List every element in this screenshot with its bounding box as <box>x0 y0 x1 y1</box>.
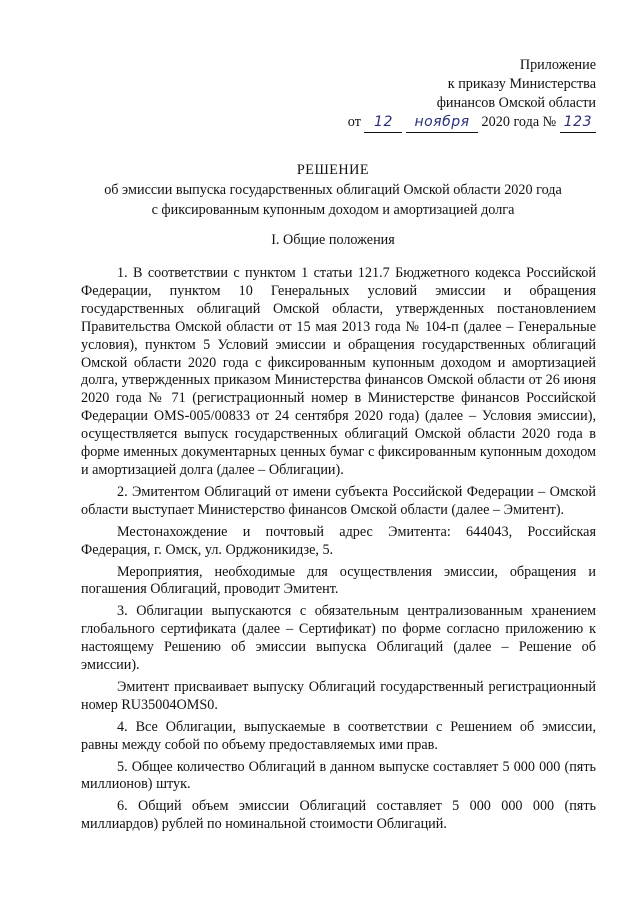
date-prefix: от <box>347 114 361 130</box>
document-body <box>81 265 596 838</box>
appendix-header <box>348 56 596 133</box>
handwritten-day: 12 <box>364 113 402 133</box>
paragraph: 2. Эмитентом Облигаций от имени субъекта Российской Федерации – Омской области выступает Министерство финансов Омской области (далее – Эмитент). <box>81 483 596 518</box>
section-title: I. Общие положения <box>271 232 395 248</box>
paragraph: 1. В соответствии с пунктом 1 статьи 121.7 Бюджетного кодекса Российской Федерации, пунктом 10 Генеральных условий эмиссии и обращения государственных облигаций Омской области, утвержденных постановлением Правительства Омской области от 15 мая 2013 года № 104-п (далее – Генеральные условия), пунктом 5 Условий эмиссии и обращения государственных облигаций Омской области 2020 года с фиксированным купонным доходом и амортизацией долга, утвержденных приказом Министерства финансов Омской области от 26 июня 2020 года № 71 (регистрационный номер в Министерстве финансов Российской Федерации OMS-005/00833 от 24 сентября 2020 года) (далее – Условия эмиссии), осуществляется выпуск государственных облигаций Омской области 2020 года в форме именных документарных ценных бумаг с фиксированным купонным доходом и амортизацией долга (далее – Облигации). <box>81 265 596 478</box>
paragraph: 6. Общий объем эмиссии Облигаций составляет 5 000 000 000 (пять миллиардов) рублей по номинальной стоимости Облигаций. <box>81 798 596 833</box>
paragraph: Местонахождение и почтовый адрес Эмитента: 644043, Российская Федерация, г. Омск, ул. Орджоникидзе, 5. <box>81 523 596 558</box>
decision-title <box>70 160 596 220</box>
title-heading: РЕШЕНИЕ <box>296 162 370 178</box>
header-line-2: к приказу Министерства <box>447 76 596 92</box>
paragraph: 4. Все Облигации, выпускаемые в соответствии с Решением об эмиссии, равны между собой по объему предоставляемых ими прав. <box>81 718 596 753</box>
date-year: 2020 года № <box>481 114 557 130</box>
header-date-line <box>348 113 596 133</box>
title-line-2: с фиксированным купонным доходом и амортизацией долга <box>151 202 515 218</box>
title-line-1: об эмиссии выпуска государственных облигаций Омской области 2020 года <box>104 182 562 198</box>
paragraph: 5. Общее количество Облигаций в данном выпуске составляет 5 000 000 (пять миллионов) штук. <box>81 758 596 793</box>
handwritten-month: ноября <box>406 113 478 133</box>
header-line-1: Приложение <box>519 57 596 73</box>
paragraph: 3. Облигации выпускаются с обязательным централизованным хранением глобального сертификата (далее – Сертификат) по форме согласно приложению к настоящему Решению об эмиссии выпуска Облигаций (далее – Решение об эмиссии). <box>81 603 596 674</box>
handwritten-number: 123 <box>560 113 596 133</box>
paragraph: Эмитент присваивает выпуску Облигаций государственный регистрационный номер RU35004OMS0. <box>81 678 596 713</box>
header-line-3: финансов Омской области <box>436 95 596 111</box>
paragraph: Мероприятия, необходимые для осуществления эмиссии, обращения и погашения Облигаций, проводит Эмитент. <box>81 563 596 598</box>
